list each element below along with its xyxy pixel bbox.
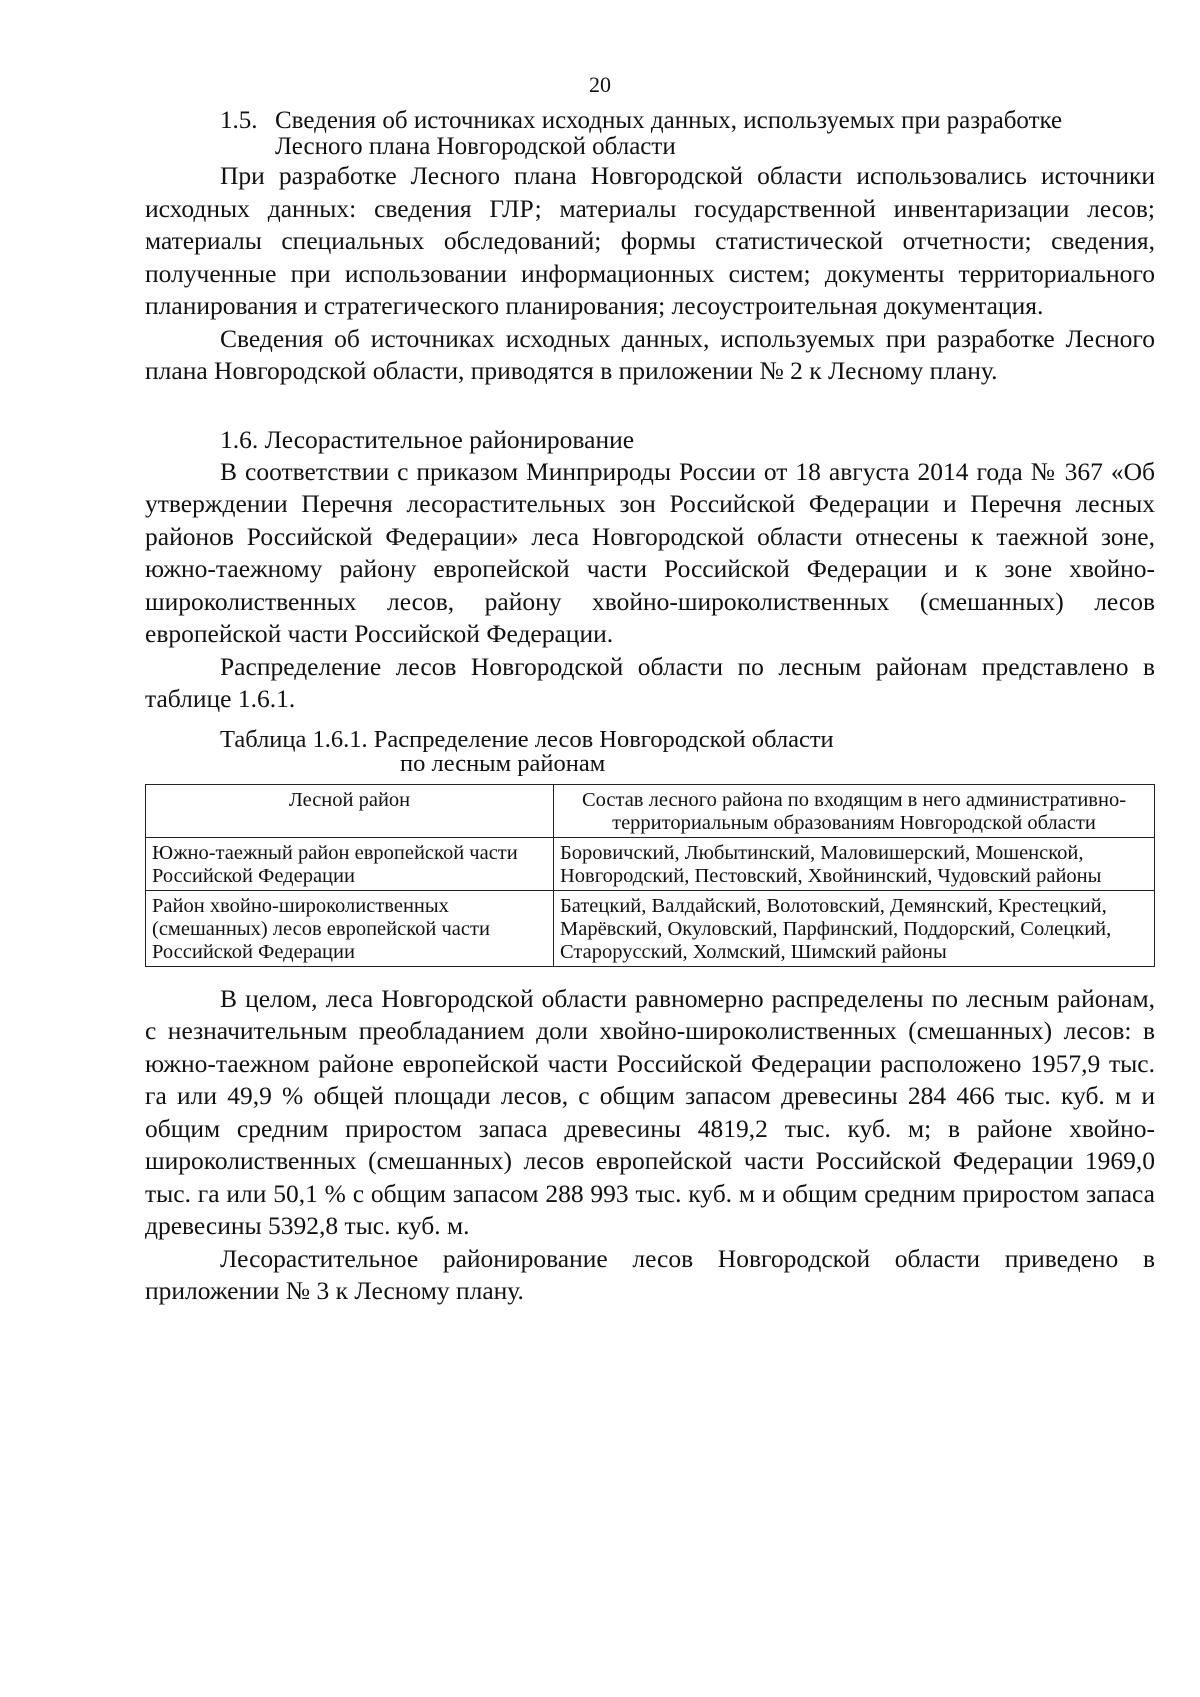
table-header-row [146,784,1155,837]
table-row [146,837,1155,890]
table-row [146,890,1155,966]
paragraph: Лесорастительное районирование лесов Новгородской области приведено в приложении № 3 к Лесному плану. [145,1243,1155,1305]
table-caption-line: Таблица 1.6.1. Распределение лесов Новгородской области [220,725,834,753]
forest-regions-table [145,784,1155,967]
paragraph: При разработке Лесного плана Новгородской области использовались источники исходных данных: сведения ГЛР; материалы государственной инвентаризации лесов; материалы специальных обследований; формы статистической отчетности; сведения, полученные при использовании информационных систем; документы территориального планирования и стратегического планирования; лесоустроительная документация. [145,161,1155,320]
page-number: 20 [589,72,611,97]
table-cell: Батецкий, Валдайский, Волотовский, Демянский, Крестецкий, Марёвский, Окуловский, Парфинский, Поддорский, Солецкий, Старорусский, Холмский, Шимский районы [554,890,1155,966]
after-table-text [145,983,1155,1308]
paragraph: Сведения об источниках исходных данных, используемых при разработке Лесного плана Новгородской области, приводятся в приложении № 2 к Лесному плану. [145,323,1155,385]
table-header-cell: Лесной район [146,784,554,837]
section-title: Сведения об источниках исходных данных, используемых при разработке Лесного плана Новгородской области [275,107,1063,160]
table-header-cell: Состав лесного района по входящим в него административно-территориальным образованиям Новгородской области [554,784,1155,837]
table-cell: Район хвойно-широколиственных (смешанных) лесов европейской части Российской Федерации [146,890,554,966]
table-cell: Боровичский, Любытинский, Маловишерский, Мошенской, Новгородский, Пестовский, Хвойнинский, Чудовский районы [554,837,1155,890]
table-cell: Южно-таежный район европейской части Российской Федерации [146,837,554,890]
page-content [145,108,1155,1308]
section-1-5-heading [145,108,1155,160]
paragraph: В соответствии с приказом Минприроды России от 18 августа 2014 года № 367 «Об утверждении Перечня лесорастительных зон Российской Федерации и Перечня лесных районов Российской Федерации» леса Новгородской области отнесены к таежной зоне, южно-таежному району европейской части Российской Федерации и к зоне хвойно-широколиственных лесов, району хвойно-широколиственных (смешанных) лесов европейской части Российской Федерации. [145,456,1155,648]
section-1-6-heading: 1.6. Лесорастительное районирование [220,424,635,454]
table-caption [145,725,1155,777]
section-number: 1.5. [220,107,258,134]
paragraph: Распределение лесов Новгородской области по лесным районам представлено в таблице 1.6.1. [145,651,1155,713]
table-caption-line: по лесным районам [400,749,606,777]
paragraph: В целом, леса Новгородской области равномерно распределены по лесным районам, с незначительным преобладанием доли хвойно-широколиственных (смешанных) лесов: в южно-таежном районе европейской части Российской Федерации расположено 1957,9 тыс. га или 49,9 % общей площади лесов, с общим запасом древесины 284 466 тыс. куб. м и общим средним приростом запаса древесины 4819,2 тыс. куб. м; в районе хвойно-широколиственных (смешанных) лесов европейской части Российской Федерации 1969,0 тыс. га или 50,1 % с общим запасом 288 993 тыс. куб. м и общим средним приростом запаса древесины 5392,8 тыс. куб. м. [145,983,1155,1240]
